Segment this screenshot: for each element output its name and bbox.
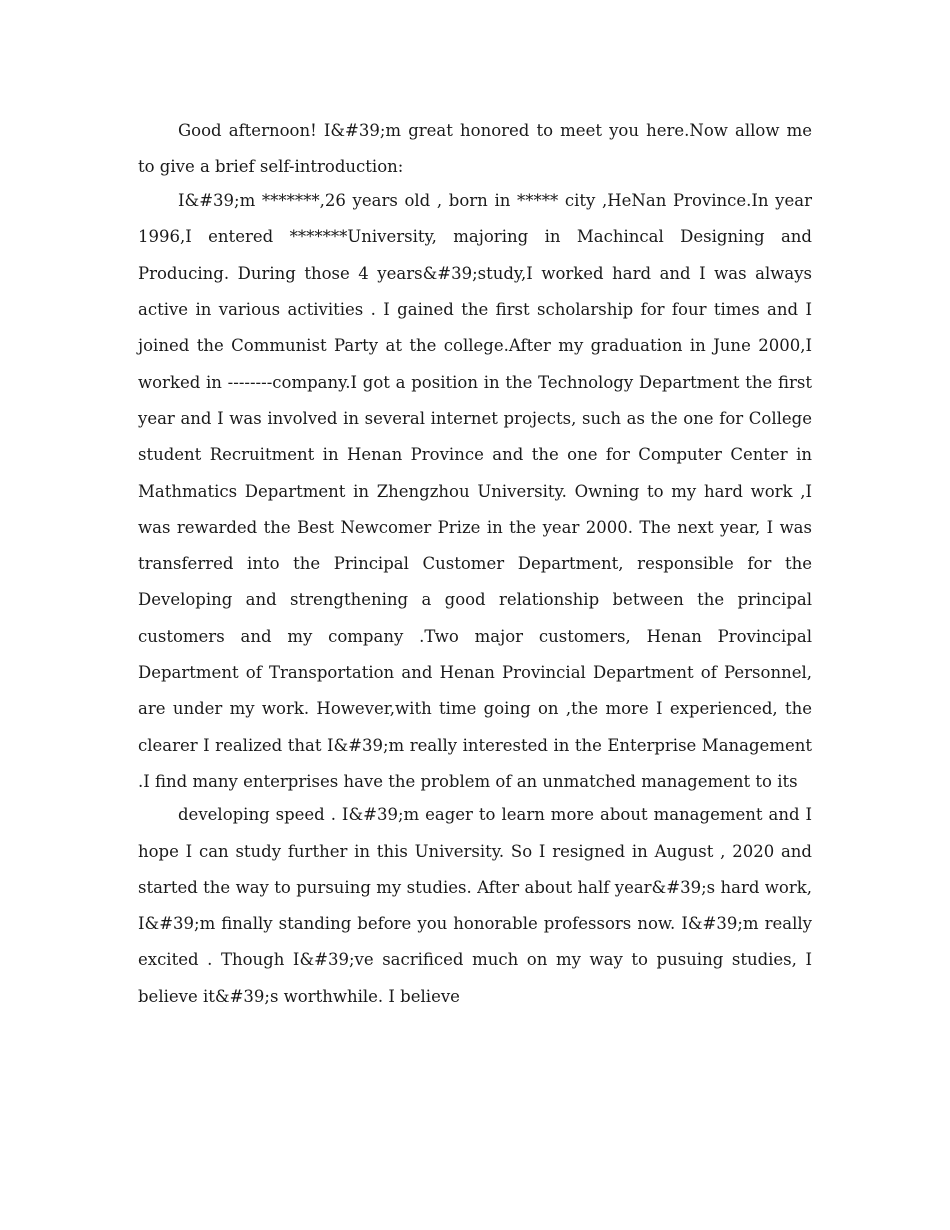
document-page [138, 113, 812, 1015]
paragraph-background: I&#39;m *******,26 years old , born in ***** city ,HeNan Province.In year 1996,I entered *******University, majoring in Machincal Designing and Producing. During those 4 years&#39;study,I worked hard and I was always active in various activities . I gained the first scholarship for four times and I joined the Communist Party at the college.After my graduation in June 2000,I worked in --------company.I got a position in the Technology Department the first year and I was involved in several internet projects, such as the one for College student Recruitment in Henan Province and the one for Computer Center in Mathmatics Department in Zhengzhou University. Owning to my hard work ,I was rewarded the Best Newcomer Prize in the year 2000. The next year, I was transferred into the Principal Customer Department, responsible for the Developing and strengthening a good relationship between the principal customers and my company .Two major customers, Henan Provincipal Department of Transportation and Henan Provincial Department of Personnel, are under my work. However,with time going on ,the more I experienced, the clearer I realized that I&#39;m really interested in the Enterprise Management .I find many enterprises have the problem of an unmatched management to its [138, 191, 812, 791]
paragraph-motivation: developing speed . I&#39;m eager to learn more about management and I hope I can study further in this University. So I resigned in August , 2020 and started the way to pursuing my studies. After about half year&#39;s hard work, I&#39;m finally standing before you honorable professors now. I&#39;m really excited . Though I&#39;ve sacrificed much on my way to pusuing studies, I believe it&#39;s worthwhile. I believe [138, 805, 812, 1006]
paragraph-greeting: Good afternoon! I&#39;m great honored to meet you here.Now allow me to give a brief self-introduction: [138, 121, 812, 176]
